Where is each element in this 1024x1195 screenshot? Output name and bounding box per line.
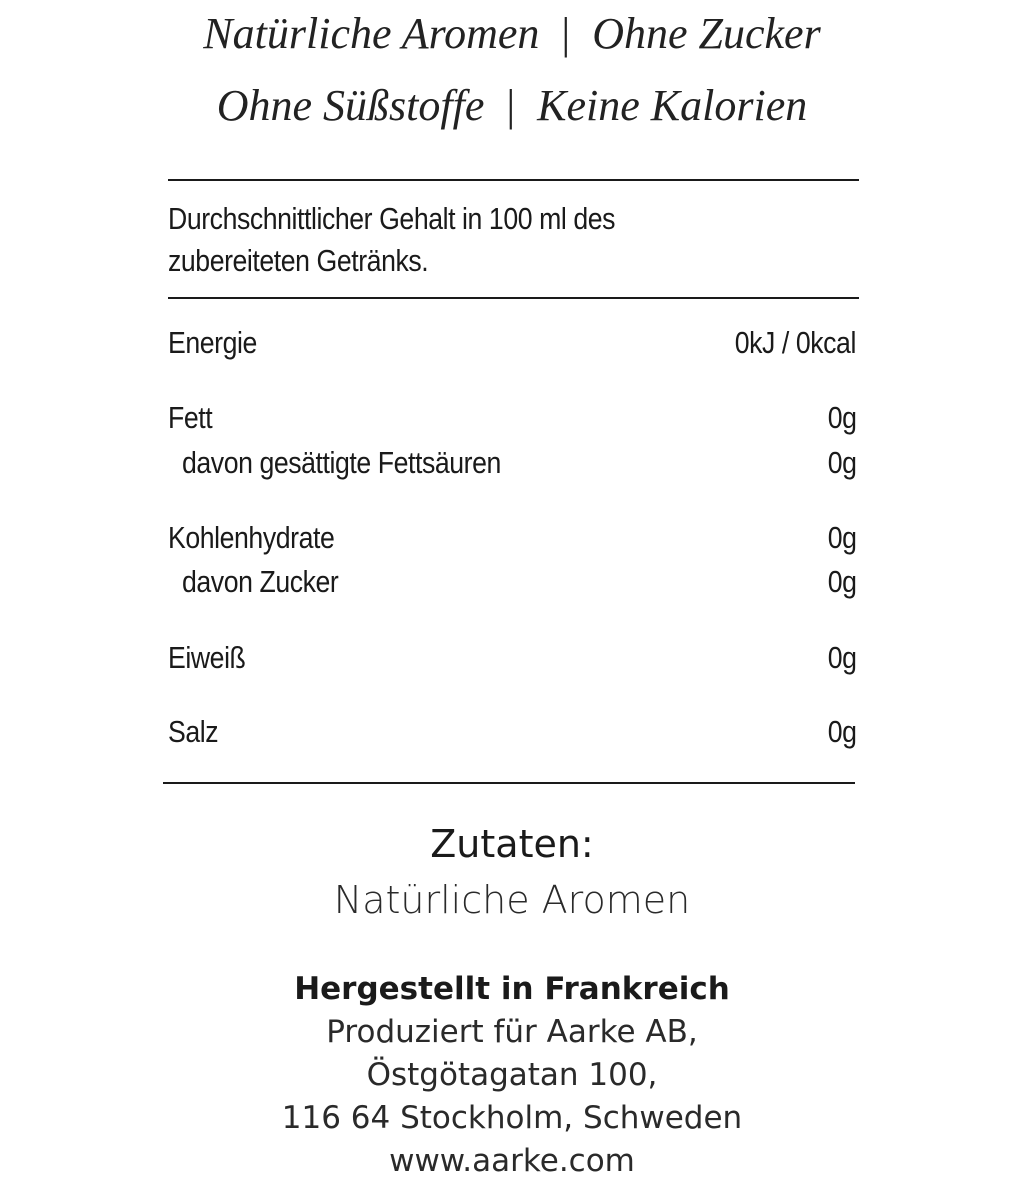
nutrition-value-saturated-fat: 0g bbox=[827, 445, 856, 480]
nutrition-value-energy: 0kJ / 0kcal bbox=[734, 325, 856, 360]
divider-bottom bbox=[163, 782, 855, 784]
divider-middle bbox=[168, 297, 859, 299]
claim-separator: | bbox=[506, 81, 516, 130]
nutrition-value-salt: 0g bbox=[827, 714, 856, 749]
nutrition-value-sugar: 0g bbox=[827, 564, 856, 599]
nutrition-intro-line-2: zubereiteten Getränks. bbox=[168, 243, 429, 278]
nutrition-label-carbohydrates: Kohlenhydrate bbox=[168, 520, 335, 555]
nutrition-label-energy: Energie bbox=[168, 325, 257, 360]
nutrition-intro-line-1: Durchschnittlicher Gehalt in 100 ml des bbox=[168, 201, 616, 236]
divider-top bbox=[168, 179, 859, 181]
claims-line-1 bbox=[0, 9, 1024, 58]
nutrition-value-fat: 0g bbox=[827, 400, 856, 435]
address-line-3: 116 64 Stockholm, Schweden bbox=[281, 1100, 743, 1136]
claim-natural-flavors: Natürliche Aromen bbox=[203, 9, 540, 58]
claim-no-calories: Keine Kalorien bbox=[537, 81, 808, 130]
address-line-2: Östgötagatan 100, bbox=[366, 1057, 658, 1093]
ingredients-title: Zutaten: bbox=[430, 822, 594, 866]
claim-no-sweeteners: Ohne Süßstoffe bbox=[216, 81, 485, 130]
nutrition-value-protein: 0g bbox=[827, 640, 856, 675]
claim-separator: | bbox=[561, 9, 571, 58]
nutrition-label-salt: Salz bbox=[168, 714, 219, 749]
ingredients-text: Natürliche Aromen bbox=[333, 878, 691, 922]
made-in-label: Hergestellt in Frankreich bbox=[294, 971, 730, 1007]
address-line-1: Produziert für Aarke AB, bbox=[326, 1014, 698, 1050]
nutrition-label-sugar: davon Zucker bbox=[182, 564, 339, 599]
nutrition-label-saturated-fat: davon gesättigte Fettsäuren bbox=[182, 445, 501, 480]
nutrition-value-carbohydrates: 0g bbox=[827, 520, 856, 555]
website-url: www.aarke.com bbox=[389, 1143, 635, 1179]
nutrition-label-protein: Eiweiß bbox=[168, 640, 246, 675]
nutrition-label-fat: Fett bbox=[168, 400, 213, 435]
claims-line-2 bbox=[0, 81, 1024, 130]
claim-no-sugar: Ohne Zucker bbox=[592, 9, 821, 58]
